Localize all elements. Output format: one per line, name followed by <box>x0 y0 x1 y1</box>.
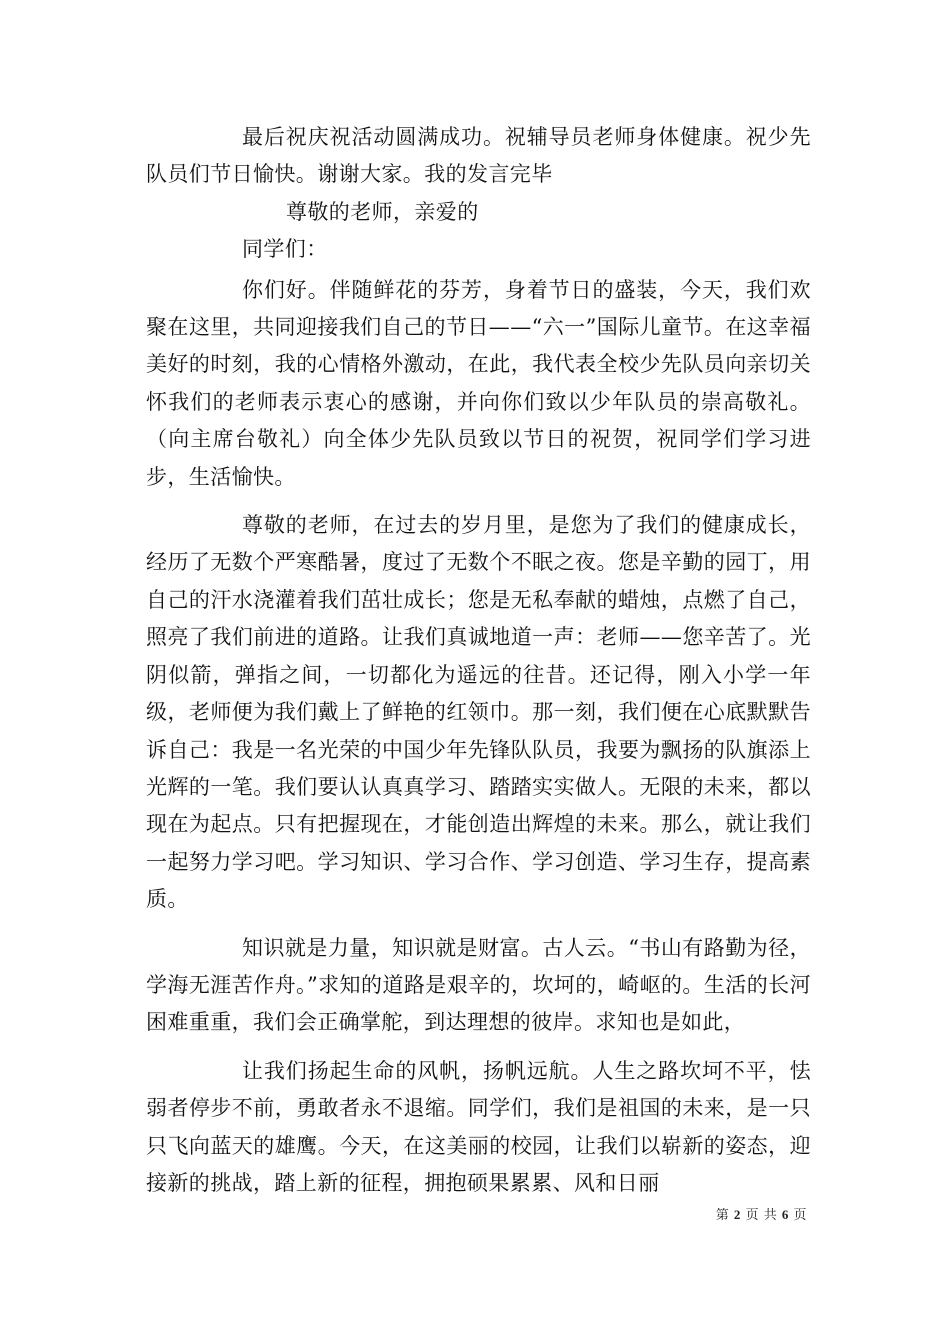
page-number-footer <box>716 1204 807 1223</box>
paragraph-salutation-2: 同学们： <box>242 237 328 262</box>
paragraph-teachers: 尊敬的老师，在过去的岁月里，是您为了我们的健康成长，经历了无数个严寒酷暑，度过了无数个不眠之夜。您是辛勤的园丁，用自己的汗水浇灌着我们茁壮成长；您是无私奉献的蜡烛，点燃了自己，照亮了我们前进的道路。让我们真诚地道一声：老师——您辛苦了。光阴似箭，弹指之间，一切都化为遥远的往昔。还记得，刚入小学一年级，老师便为我们戴上了鲜艳的红领巾。那一刻，我们便在心底默默告诉自己：我是一名光荣的中国少年先锋队队员，我要为飘扬的队旗添上光辉的一笔。我们要认认真真学习、踏踏实实做人。无限的未来，都以现在为起点。只有把握现在，才能创造出辉煌的未来。那么，就让我们一起努力学习吧。学习知识、学习合作、学习创造、学习生存，提高素质。 <box>146 513 811 912</box>
footer-total-pages: 6 <box>781 1207 789 1222</box>
footer-middle: 页 共 <box>745 1208 778 1223</box>
footer-suffix: 页 <box>793 1208 807 1223</box>
paragraph-greeting: 你们好。伴随鲜花的芬芳，身着节日的盛装，今天，我们欢聚在这里，共同迎接我们自己的节日——“六一”国际儿童节。在这幸福美好的时刻，我的心情格外激动，在此，我代表全校少先队员向亲切关怀我们的老师表示衷心的感谢，并向你们致以少年队员的崇高敬礼。（向主席台敬礼）向全体少先队员致以节日的祝贺，祝同学们学习进步，生活愉快。 <box>146 277 811 489</box>
paragraph-future: 让我们扬起生命的风帆，扬帆远航。人生之路坎坷不平，怯弱者停步不前，勇敢者永不退缩。同学们，我们是祖国的未来，是一只只飞向蓝天的雄鹰。今天，在这美丽的校园，让我们以崭新的姿态，迎接新的挑战，踏上新的征程，拥抱硕果累累、风和日丽 <box>146 1058 811 1195</box>
paragraph-closing: 最后祝庆祝活动圆满成功。祝辅导员老师身体健康。祝少先队员们节日愉快。谢谢大家。我的发言完毕 <box>146 125 811 187</box>
document-body <box>146 119 811 1202</box>
paragraph-salutation-1: 尊敬的老师，亲爱的 <box>286 199 479 224</box>
footer-prefix: 第 <box>715 1208 730 1223</box>
footer-current-page: 2 <box>733 1207 741 1222</box>
paragraph-knowledge: 知识就是力量，知识就是财富。古人云。“书山有路勤为径，学海无涯苦作舟。”求知的道路是艰辛的，坎坷的，崎岖的。生活的长河困难重重，我们会正确掌舵，到达理想的彼岸。求知也是如此， <box>146 935 811 1035</box>
